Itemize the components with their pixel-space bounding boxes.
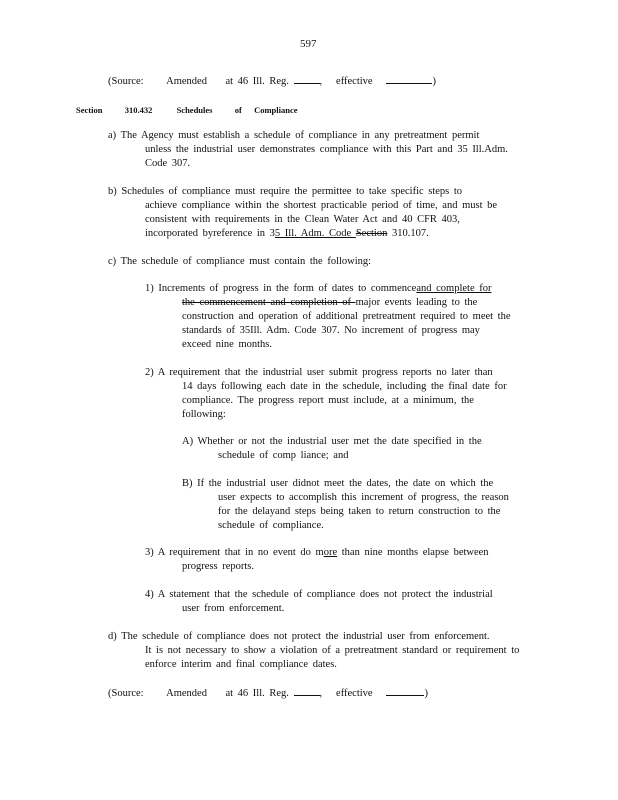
item-1-line-1 [145,282,491,295]
subitem-a-line-1: A) Whether or not the industrial user met the date specified in the [182,436,482,447]
item-3-text: 3) A requirement that in no event do m [145,547,324,558]
paragraph-a-line-3: Code 307. [145,158,191,169]
subitem-a-line-2: schedule of comp liance; and [218,450,349,461]
section-title-word-3: Compliance [254,105,298,115]
source-prefix: (Source: [108,688,144,699]
item-3-line-2: progress reports. [182,561,254,572]
subitem-b-line-1: B) If the industrial user didnot meet the dates, the date on which the [182,478,494,489]
item-3-inserted: ore [323,547,338,558]
item-3-text-end: than nine months elapse between [337,547,489,558]
b-deleted-text: Section [355,228,388,239]
item-2-line-4: following: [182,409,226,420]
item-2-line-2: 14 days following each date in the schedule, including the final date for [182,381,507,392]
source-note-top [108,74,436,88]
section-heading [76,104,298,117]
effective-blank [386,686,424,696]
section-number: 310.432 [124,105,153,115]
source-close: ) [424,688,428,699]
item-3-line-1 [145,546,489,559]
source-close: ) [432,76,436,87]
paragraph-a-line-2: unless the industrial user demonstrates compliance with this Part and 35 Ill.Adm. [145,144,508,155]
register-blank [294,74,320,84]
source-separator: , [319,76,323,87]
paragraph-b-line-1: b) Schedules of compliance must require the permittee to take specific steps to [108,186,463,197]
item-1-text-2: major events leading to the [355,297,478,308]
subitem-b-line-4: schedule of compliance. [218,520,324,531]
source-register: at 46 Ill. Reg. [225,76,289,87]
source-prefix: (Source: [108,76,144,87]
paragraph-b-line-2: achieve compliance within the shortest practicable period of time, and must be [145,200,498,211]
item-1-line-3: construction and operation of additional pretreatment required to meet the [182,311,511,322]
item-1-line-2 [182,296,477,309]
subitem-b-line-2: user expects to accomplish this increment of progress, the reason [218,492,509,503]
b-inserted-text: 5 Ill. Adm. Code [274,228,356,239]
item-2-line-3: compliance. The progress report must include, at a minimum, the [182,395,474,406]
paragraph-b-line-4 [145,227,429,240]
paragraph-d-line-3: enforce interim and final compliance dates. [145,659,337,670]
section-label: Section [76,105,103,115]
section-title-word-1: Schedules [176,105,213,115]
section-title-word-2: of [234,105,242,115]
paragraph-a-line-1: a) The Agency must establish a schedule of compliance in any pretreatment permit [108,130,480,141]
source-effective: effective [336,76,373,87]
item-2-line-1: 2) A requirement that the industrial user submit progress reports no later than [145,367,493,378]
source-amended: Amended [166,76,207,87]
paragraph-d-line-1: d) The schedule of compliance does not protect the industrial user from enforcement. [108,631,490,642]
paragraph-b-line-3: consistent with requirements in the Clean Water Act and 40 CFR 403, [145,214,460,225]
register-blank [294,686,320,696]
paragraph-c-intro: c) The schedule of compliance must contain the following: [108,256,372,267]
item-4-line-2: user from enforcement. [182,603,285,614]
source-note-bottom [108,686,428,700]
item-1-line-5: exceed nine months. [182,339,273,350]
source-register: at 46 Ill. Reg. [225,688,289,699]
b-line-4-text: incorporated byreference in 3 [145,228,275,239]
page-number: 597 [300,38,317,50]
item-1-inserted: and complete for [416,283,492,294]
subitem-b-line-3: for the delayand steps being taken to return construction to the [218,506,501,517]
source-amended: Amended [166,688,207,699]
item-1-line-4: standards of 35Ill. Adm. Code 307. No increment of progress may [182,325,480,336]
item-1-deleted: the commencement and completion of [182,297,356,308]
paragraph-d-line-2: It is not necessary to show a violation of a pretreatment standard or requirement to [145,645,520,656]
source-effective: effective [336,688,373,699]
b-line-4-end: 310.107. [387,228,429,239]
effective-blank [386,74,432,84]
item-1-text: 1) Increments of progress in the form of dates to commence [145,283,417,294]
source-separator: , [319,688,323,699]
item-4-line-1: 4) A statement that the schedule of compliance does not protect the industrial [145,589,493,600]
